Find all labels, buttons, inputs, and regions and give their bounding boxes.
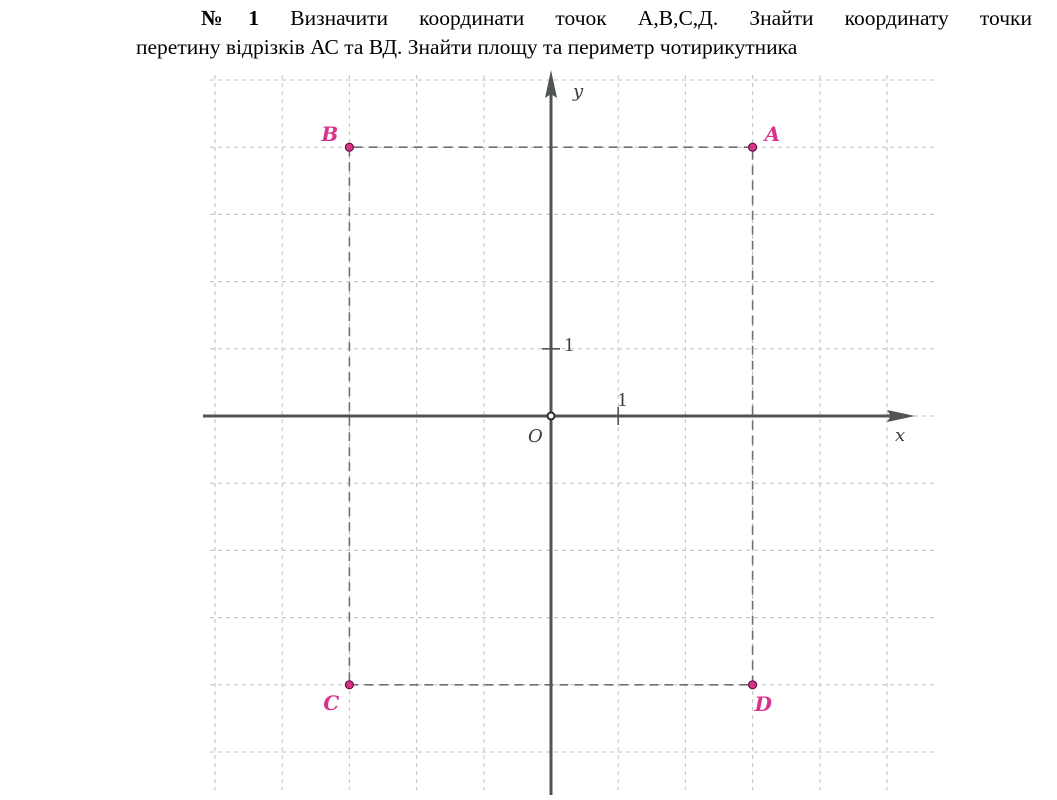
point-label-d: D [754,691,772,716]
axes [203,70,915,795]
task-text-line-1: Визначити координати точок А,В,С,Д. Знайти координату точки [290,6,1032,30]
point-label-b: B [321,122,339,147]
x-axis-label: x [895,425,906,446]
x-unit-label: 1 [617,389,628,411]
point-d [749,681,757,689]
point-c [345,681,353,689]
x-axis-arrow-icon [887,410,915,422]
y-axis-label: y [573,81,584,102]
origin-point [548,413,555,420]
task-text-line-2: перетину відрізків АС та ВД. Знайти площу та периметр чотирикутника [136,35,798,59]
task-number: №1 [201,6,260,30]
point-label-c: C [323,690,340,715]
y-unit-label: 1 [564,333,574,356]
point-label-a: A [764,122,781,147]
grid [210,75,935,790]
y-axis-arrow-icon [545,70,557,98]
point-b [345,143,353,151]
point-a [749,143,757,151]
origin-label: O [528,426,543,447]
